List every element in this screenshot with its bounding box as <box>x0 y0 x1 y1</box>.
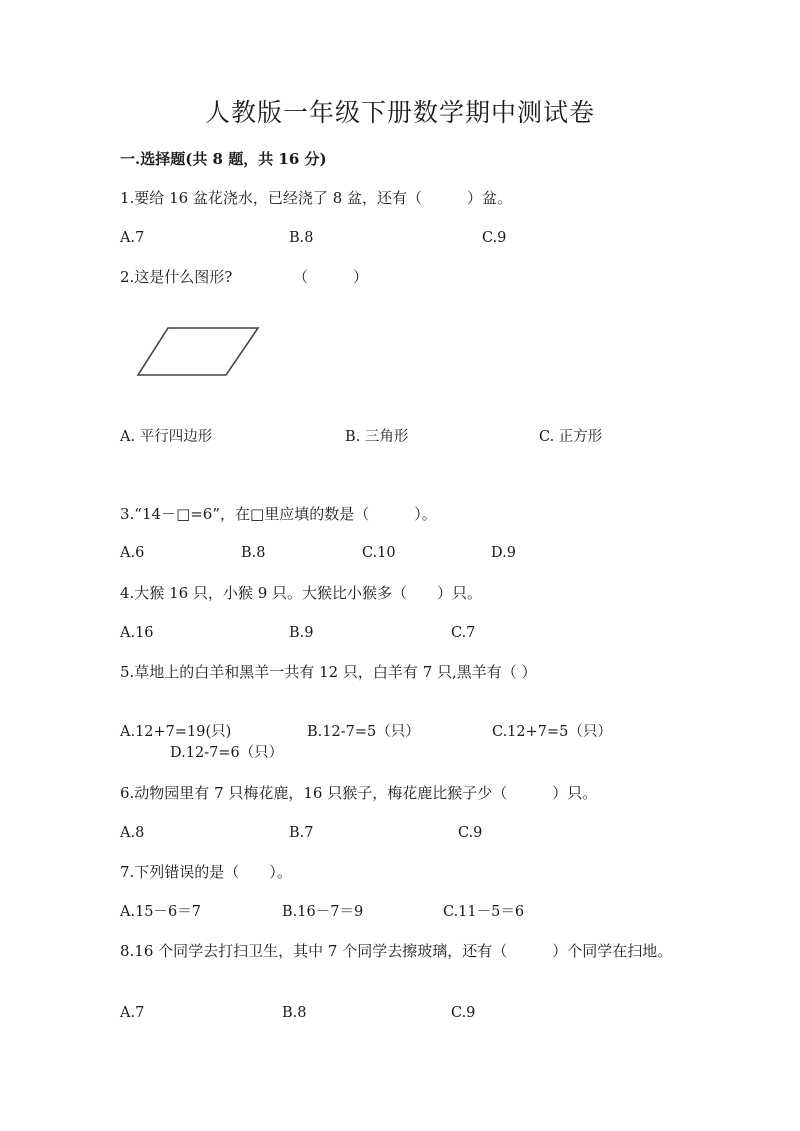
q4-option-c[interactable]: C.7 <box>451 625 476 641</box>
q2-option-a[interactable]: A. 平行四边形 <box>120 429 213 445</box>
section-heading: 一.选择题(共 8 题，共 16 分) <box>120 150 327 168</box>
q3-option-d[interactable]: D.9 <box>491 545 516 561</box>
q3-option-a[interactable]: A.6 <box>120 545 145 561</box>
q1-option-a[interactable]: A.7 <box>120 230 145 246</box>
q6-option-a[interactable]: A.8 <box>120 825 145 841</box>
question-6: 6.动物园里有 7 只梅花鹿，16 只猴子，梅花鹿比猴子少（ ）只。 <box>120 784 598 802</box>
question-5: 5.草地上的白羊和黑羊一共有 12 只，白羊有 7 只,黑羊有（ ） <box>120 663 537 681</box>
q6-option-c[interactable]: C.9 <box>458 825 483 841</box>
q4-option-a[interactable]: A.16 <box>120 625 154 641</box>
q7-option-c[interactable]: C.11－5＝6 <box>443 904 525 920</box>
q5-option-a[interactable]: A.12+7=19(只) <box>120 724 232 740</box>
q3-option-c[interactable]: C.10 <box>362 545 396 561</box>
q5-option-d[interactable]: D.12-7=6（只） <box>170 745 284 761</box>
question-4: 4.大猴 16 只，小猴 9 只。大猴比小猴多（ ）只。 <box>120 584 483 602</box>
question-1: 1.要给 16 盆花浇水，已经浇了 8 盆，还有（ ）盆。 <box>120 189 513 207</box>
q1-option-c[interactable]: C.9 <box>482 230 507 246</box>
q2-answer-blank: （ ） <box>293 268 369 286</box>
q5-option-b[interactable]: B.12-7=5（只） <box>307 724 420 740</box>
page-title: 人教版一年级下册数学期中测试卷 <box>204 98 595 127</box>
q2-option-b[interactable]: B. 三角形 <box>345 429 409 445</box>
q7-option-b[interactable]: B.16－7＝9 <box>282 904 364 920</box>
question-7: 7.下列错误的是（ ）。 <box>120 863 292 881</box>
q7-option-a[interactable]: A.15－6＝7 <box>120 904 201 920</box>
q6-option-b[interactable]: B.7 <box>289 825 314 841</box>
q8-option-c[interactable]: C.9 <box>451 1005 476 1021</box>
q4-option-b[interactable]: B.9 <box>289 625 314 641</box>
q2-option-c[interactable]: C. 正方形 <box>539 429 603 445</box>
q5-option-c[interactable]: C.12+7=5（只） <box>492 724 612 740</box>
question-3: 3.“14－□=6”，在□里应填的数是（ ）。 <box>120 505 437 523</box>
q1-option-b[interactable]: B.8 <box>289 230 314 246</box>
q3-option-b[interactable]: B.8 <box>241 545 266 561</box>
question-2: 2.这是什么图形? <box>120 268 233 286</box>
question-8: 8.16 个同学去打扫卫生，其中 7 个同学去擦玻璃，还有（ ）个同学在扫地。 <box>120 942 673 960</box>
q8-option-b[interactable]: B.8 <box>282 1005 307 1021</box>
q8-option-a[interactable]: A.7 <box>120 1005 145 1021</box>
parallelogram-figure <box>130 318 270 384</box>
